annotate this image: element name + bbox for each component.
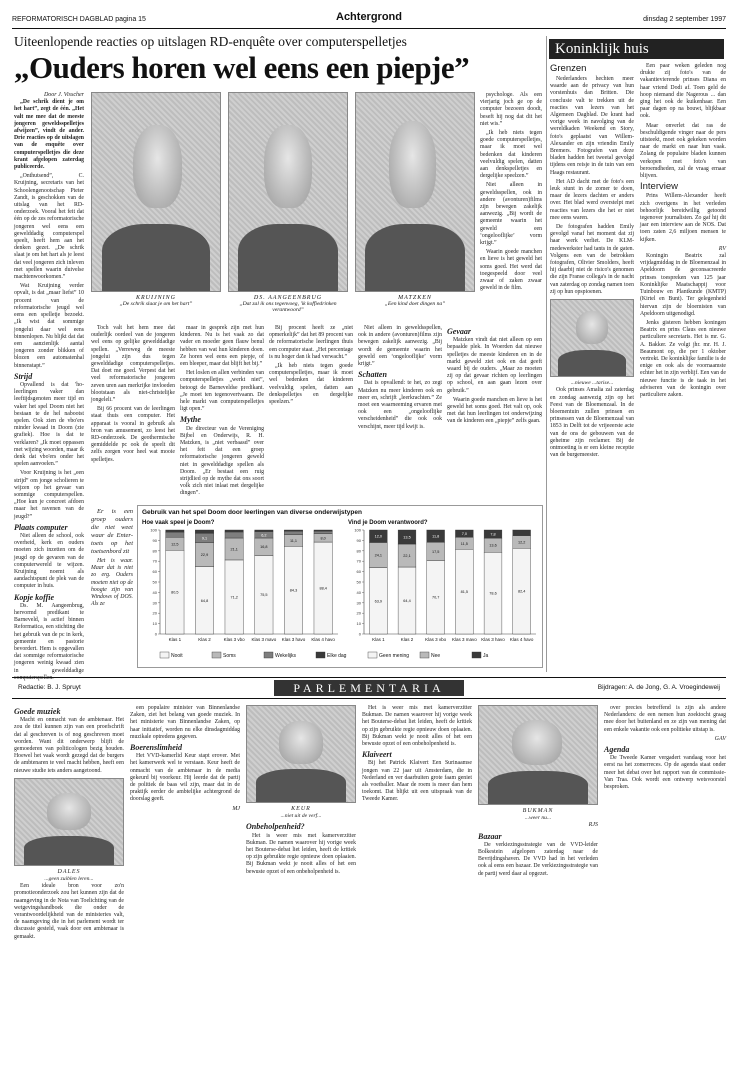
subhead-mythe: Mythe	[180, 415, 201, 425]
photo-matzken	[355, 92, 475, 292]
chart-bar	[225, 532, 243, 538]
photo-dales	[14, 778, 124, 866]
sidebar-paragraph: Jenks gisteren hebben koningen Beatrix en prins Claus een nieuwe particuliere secretaris. Het is mr. G. A. Bakker. Ze volgt jhr. mr. H. J. Beaumont op, die per 1 oktober vertrekt. De koninklijke familie is de enige en ook als de voornaamste echter het in zijn verblijf. Een van de nieuwe functie is de taak in het adviseren van de koningin over particuliere zaken.	[640, 319, 726, 398]
sidebar-paragraph: Ook prinses Amalia zal zaterdag en zondag aanwezig zijn op het Feest van de Bloemenzaal. In de bloementuin zullen prinsen en prinsessen van de Bloemenzaal van 1853 in Delft tot de vrijeeerste acte van de ons de gebouwen van de geheime zijn reclamer. Bij de ontmoeting is er een kleine receptie van de burgemeester.	[550, 387, 634, 459]
legend-label: Elke dag	[327, 653, 347, 659]
data-label: 84,3	[289, 588, 298, 593]
caption-quote: ...geen zuiblen leren...	[44, 876, 94, 883]
data-label: 16,8	[260, 545, 268, 550]
y-tick-label: 90	[152, 537, 157, 543]
subhead-strijd: Strijd	[14, 371, 33, 381]
y-tick-label: 40	[356, 589, 361, 595]
data-label: 63,9	[374, 599, 383, 604]
sidebar-title: Koninklijk huis	[549, 39, 724, 59]
caption-name: BUKMAN	[522, 808, 554, 814]
section-title: Achtergrond	[336, 11, 402, 23]
data-label: 17,5	[431, 549, 440, 554]
y-tick-label: 40	[152, 589, 157, 595]
x-tick-label: Klas 3 mavo	[451, 637, 477, 642]
x-tick-label: Klas 1	[168, 637, 182, 642]
article-paragraph: Opvallend is dat 'ho-leerlingen vaker dan leeftijdsgenoten meer tijd en vaker het spel Doom niet het bestaan te de hel nabootst spelen. Ook zien de vbo'ers minder kwaad in Doom (zie grafiek). Hoe is dat te verklaren? „Ik moet oppassen met wijzing woorden, maar ik denk dat vbo'ers onder het spelen aanvoelen.”	[14, 381, 84, 468]
article-paragraph: Bij procent heeft ze „niet opmerkelijk” dat het 89 procent van de reformatorische leerlingen thuis een computer staat. „Het percentage is nu hoger dan ik had verwacht.”	[269, 325, 353, 360]
article-column-2	[91, 325, 175, 503]
data-label: 70,7	[431, 595, 440, 600]
chart-bar	[314, 531, 332, 534]
y-tick-label: 60	[152, 569, 157, 575]
data-label: 64,8	[200, 598, 209, 603]
subhead-boerenslimheid: Boerenslimheid	[130, 743, 183, 753]
data-label: 88,4	[319, 586, 327, 591]
chart-bar	[314, 530, 332, 531]
parl-paragraph: Macht en onmacht van de ambtenaar. Het zou de titel kunnen zijn van een proefschrift dat al geschreven is of nog geschreven moet worden. Want dit onderwerp blijft de gemoederen van politicologen bezig houden. Hoewel het vaak wordt gezegd dat de burgers de ambtenaren te veel macht hebben, heeft een nieuwe studie iets anders aangetoond.	[14, 717, 124, 774]
legend-label: Geen mening	[379, 653, 410, 659]
article-paragraph: maar in gesprek zijn met hun kinderen. Nu is het vaak zo dat vader en moeder geen flauw benul hebben van wat hun kinderen doen. Ze horen wel eens een piepje, of een bleeper, maar dat blijft het bij.”	[180, 325, 264, 368]
sidebar-paragraph: De fotografen hadden Emily gevolgd vanaf het moment dat zij haar werk verliet. De KLM-medewerkster had tants in de gaten. Volgens een van de betrokken fotografen, Olivier Smolders, heeft hij daarbij niet de risico's genomen die zijn Franse collega's in de nacht van zaterdag op zondag namen toen zij op hun opspioenen.	[550, 224, 634, 295]
article-paragraph: Niet alleen in geweldsspellen, ook in andere (avonturen)films zijn bewegen zakelijk aanwezig. „Bij wordt de gemeente waarin het geweld een ‘ongelooflijke’ vorm krijgt.”	[358, 325, 442, 368]
article-column-5	[358, 325, 442, 503]
data-label: 11,8	[432, 534, 440, 539]
page-date: dinsdag 2 september 1997	[643, 16, 726, 23]
y-tick-label: 50	[356, 579, 361, 585]
article-paragraph: psychologe. Als een vierjarig joch ge op de computer bezoeen doodt, beseft hij nog dat dit het niet wis.”	[480, 92, 542, 127]
sidebar-paragraph: Nederlanders hechten meer waarde aan de privacy van hun vorstenhuis dan Britten. Die conclusie valt te trekken uit de reacties van lezers van het Algemeen Dagblad. De krant had vorige week in navolging van de wereldkaden Weekend en Story, foto's geplaatst van Willem-Alexander en zijn vriendin Emily Bremers. Fotografen van deze bladen hadden het tweetal gevolgd tijdens een reisje in de tuin van een Haags restaurant.	[550, 76, 634, 176]
subhead-agenda: Agenda	[604, 745, 630, 755]
data-label: 12,2	[517, 540, 526, 545]
article-paragraph: Ds. M. Aangeenbrug, hervormd predikant te Barneveld, is actief binnen Reformatica, een stichting die het gebruik van de pc in kerk, gemeente en pastorie bevordert. Hem is opgevallen dat sommige reformatorische jongeren weinig kwaad zien in gewelddadige computerspellen.	[14, 602, 84, 681]
x-tick-label: Klas 3 havo	[481, 637, 505, 642]
x-tick-label: Klas 3 vbo	[425, 637, 447, 642]
data-label: 12,5	[171, 542, 179, 547]
y-tick-label: 20	[356, 610, 361, 616]
caption-quote: „Dat zal ik ons tegenvoeg, 'ik koffiedrinken verantwoord”	[239, 301, 337, 313]
sidebar-column-1	[550, 76, 634, 672]
article-kicker: Uiteenlopende reacties op uitslagen RD-enquête over computerspelletjes	[14, 34, 407, 49]
sidebar-paragraph: Prins Willem-Alexander heeft zich overigens in het verleden behoorlijk bereidwillig getoond tegenover journalisten. Zo gaf hij dit jaar een interview aan de NOS. Dat toen zaten 2,6 miljoen mensen te kijken.	[640, 193, 726, 243]
subhead-interview: Interview	[640, 181, 679, 193]
x-tick-label: Klas 1	[372, 637, 385, 642]
article-paragraph: Voor Kruijning is het „een strijd” om jonge scholieren te wijzen op het gevaar van sommige computerspellen. „Hoe kun je concreet afdoen maar het ravenen van de jeugd?”	[14, 470, 84, 520]
caption-quote: ...weer nu...	[524, 815, 552, 822]
y-tick-label: 60	[356, 569, 361, 575]
parl-column-6	[604, 705, 726, 1055]
sidebar-paragraph: Een paar weken geleden nog drukte zij foto's van de vakantievierende prinses Diana en haar vriend Dodi af. Toen geld de hoop niemand die Nagerous ... dan ging het ook de kuikenhaar. Een paar dagen op na bouwt, blijkbaar ook.	[640, 63, 726, 120]
article-paragraph: „Onthutsend”, C. Kruijning, secretaris van het Schoolengenootschap Pieter Zandt, is geschokken van de uitslag van het RD-onderzoek. Vooral het feit dat één op de zes reformatorische jongeren wel eens een gewelddadig computerspel speelt, heeft hem aan het denken gezet. „De schrik slaat je om het hart als je leest dat veel jongeren zich inleven met spellen waarin duivelse machtenwoorkomen.”	[14, 173, 84, 281]
photo-secretaris	[550, 299, 634, 377]
panel-title-left: Hoe vaak speel je Doom?	[142, 520, 215, 526]
parl-paragraph: De Tweede Kamer vergadert vandaag voor het eerst na het zomerreces. Op de agenda staat onder meer het debat over het rapport van de commissie-Van Traa. Ook wordt een ontwerp wetsvoorstel besproken.	[604, 755, 726, 791]
y-tick-label: 30	[356, 600, 361, 606]
y-tick-label: 10	[152, 621, 157, 627]
legend-label: Wekelijks	[275, 653, 297, 659]
data-label: 81,5	[460, 590, 469, 595]
x-tick-label: Klas 3 vbo	[223, 637, 245, 642]
data-label: 78,6	[489, 591, 497, 596]
subhead-onbeholpenheid: Onbeholpenheid?	[246, 822, 305, 832]
subhead-plaats: Plaats computer	[14, 522, 68, 532]
y-tick-label: 30	[152, 600, 157, 606]
chart-svg	[138, 506, 542, 667]
redactie-label: Redactie: B. J. Spruyt	[18, 684, 81, 691]
chart-bar	[284, 530, 302, 531]
caption-name: KRUIJNING	[136, 295, 176, 301]
article-paragraph: Dat is opvallend: te het, zo zegt Matzken nu meer kinderen ook en meer en, schrijft „leerkrachten.” Ze moet een waarneeming ervaren met ook een „ongelooflijke verscheidenheid” die ook ook verschijnt, meer tijd kwijt is.	[358, 380, 442, 430]
caption-quote: „Een kind doet dingen na”	[384, 301, 446, 307]
article-lead: „De schrik dient je om het hart”, zegt de één. „Het valt me mee dat de meeste jongeren geweldsspelletjes afwijzen”, vindt de ander. Drie reacties op de uitslagen van de enquête over computerspelletjes die deze krant afgelopen zaterdag publiceerde.	[14, 99, 84, 171]
caption-name: MATZKEN	[398, 295, 432, 301]
article-column-4	[269, 325, 353, 503]
caption-name: DS. AANGEENBRUG	[253, 295, 323, 301]
article-paragraph: Niet alleen de school, ook overheid, kerk en ouders moeten zich inzetten om de jeugd op de gevaren van de computerwereld te wijzen. Kruijning noemt als aandachtspunt de plek van de computer in huis.	[14, 532, 84, 590]
data-label: 11,5	[460, 541, 468, 546]
legend-swatch	[420, 652, 429, 658]
legend-label: Nooit	[171, 653, 183, 659]
article-paragraph: Niet alleen in geweldsspellen, ook in andere (avonturen)films zijn bewegen zakelijk aanwezig. „Bij wordt de gemeente waarin het geweld een ‘ongelooflijke’ vorm krijgt.”	[480, 182, 542, 247]
data-label: 71,2	[230, 595, 238, 600]
y-tick-label: 100	[150, 527, 157, 533]
x-tick-label: Klas 4 havo	[311, 637, 335, 642]
data-label: 6,2	[261, 533, 267, 538]
y-tick-label: 70	[356, 558, 361, 564]
pull-quote-text: Er is een groep ouders die niet weet waar de Enter-toets op het toetsenbord zit	[91, 508, 133, 555]
photo-bukman	[478, 705, 598, 805]
y-tick-label: 10	[356, 621, 361, 627]
data-label: 12,0	[374, 534, 383, 539]
parl-paragraph: Bij het Patrick Klaivert Een Surinaamse jongen van 22 jaar uit Amsterdam, die in Nederland en ver daarbuiten grote faam geniet als voetballer. Maar de roem is meer dan hem toekomt. Dat blijkt uit een uitspraak van de Tweede Kamer.	[362, 760, 472, 803]
article-paragraph: Het is waar. Maar dat is niet zo erg. Ouders moeten niet op de hoogte zijn van Windows of DOS. Als ze	[91, 558, 133, 608]
chart-bar	[166, 532, 184, 537]
chart-bar	[166, 530, 184, 532]
article-paragraph: Het loslen en allen verbinden van computerspelletjes „werkt niet”, betoogt de Barneveldse predikant. „Je moet ten tegenovertvaann. De hele markt van computerspelletjes ligt open.”	[180, 370, 264, 413]
data-label: 9,1	[201, 536, 208, 541]
data-label: 8,0	[320, 536, 326, 541]
sidebar-paragraph: Maar onverlet dat ras de beschuldigende vinger naar de pers uitsteekt, moet ook gekeken worden naar de markt en naar hun vaak. Zolang de populaire bladen kunnen verkopen met foto's van beroemdheden, zal de vraag ernaar blijven.	[640, 122, 726, 180]
data-label: 21,1	[230, 547, 238, 552]
y-tick-label: 0	[154, 631, 157, 637]
parl-paragraph: Een ideale bron voor zo'n promotieonderzoek zou het kunnen zijn dat de naamgeving in de Nota van Toelichting van de wetgevingshandboek die onder de verantwoordelijkheid van de ministeries valt, de naamgeving die in het parlement wordt ter discussie gesteld, vaak door een ambtenaar is gemaakt.	[14, 883, 124, 940]
signature: MJ	[232, 805, 240, 812]
y-tick-label: 50	[152, 579, 157, 585]
photo-keur	[246, 705, 356, 803]
caption-name: KEUR	[291, 806, 311, 812]
article-paragraph: Bij 66 procent van de leerlingen staat thuis een computer. Het apparaat is vooral in gebruik als bron van amusement, zo leest het RD-onderzoek. De geothermische gemiddelde pc ook de speelt dit zelfs zorgen voor heel wat mooie spelletjes.	[91, 406, 175, 463]
caption-quote: „De schrik slaat je om het hart”	[119, 301, 193, 307]
data-label: 75,5	[260, 593, 268, 598]
photo-kruijning	[91, 92, 221, 292]
photo-caption: ...nieuwe ...tarise...	[570, 380, 614, 387]
subhead-bazaar: Bazaar	[478, 831, 502, 841]
data-label: 11,1	[289, 539, 298, 544]
data-label: 13,6	[489, 543, 497, 548]
chart-bar	[225, 530, 243, 532]
parlementaria-banner	[12, 677, 726, 699]
x-tick-label: Klas 2	[400, 637, 414, 642]
data-label: 7,0	[461, 532, 467, 537]
x-tick-label: Klas 3 mavo	[251, 637, 277, 642]
article-column-6	[447, 325, 542, 503]
data-label: 13,5	[403, 535, 411, 540]
subhead-klaiveert: Klaiveert	[362, 750, 392, 760]
y-tick-label: 0	[358, 631, 361, 637]
subhead-goede-muziek: Goede muziek	[14, 707, 61, 716]
article-paragraph: De directeur van de Vereniging Bijbel en Onderwijs, R. H. Matzken, is „niet verbaasd” over het feit dat een groep reformatorische jongeren geweld niet in gewelddadige spellen als Doom. „Er bestaat een ruig strijdlied op de mythe dat ons soort volk zich niet inlaat met dergelijke dingen”.	[180, 425, 264, 497]
sidebar-initials: RV	[718, 245, 726, 252]
y-tick-label: 70	[152, 558, 157, 564]
parl-column-5	[478, 705, 598, 1055]
article-paragraph: Waarin goede manchen en lieve is het geweld het soms goed. Het werd dat toegespeeld door veel zwaar of zaken zwaar geweld in de film.	[480, 249, 542, 292]
caption-quote: ...niet uit de verf...	[280, 813, 322, 820]
caption-aangeenbrug	[228, 295, 348, 313]
parl-column-4	[362, 705, 472, 1055]
legend-swatch	[212, 652, 221, 658]
x-tick-label: Klas 4 havo	[509, 637, 534, 642]
signature: RJS	[588, 822, 598, 829]
legend-swatch	[316, 652, 325, 658]
data-label: 22,9	[200, 553, 209, 558]
article-paragraph: „Ik heb niets tegen goede computerspelletjes, maar ik moet wel bedenken dat kinderen veelvuldig spelen, datten aan denkspelletjes en dergelijke speelzen.”	[480, 130, 542, 180]
article-paragraph: Toch valt het hem mee dat ouderlijk oordeel van de jongeren wel eens op gelijke gewelddadige spellen. „Verreweg de meeste jongelui zijn dus tegen gewelddadige computerspelletjes. Dat doet me goed. Verpest dat het veel reformatorische jongeren zeven uren aan merkrijke invloeden blootstaan als niet-christelijke jongeleli.”	[91, 325, 175, 404]
article-paragraph: „Ik heb niets tegen goede computerspelletjes, maar ik moet wel bedenken dat kinderen veelvuldig spelen, datten aan denkspelletjes en dergelijke speelzen.”	[269, 363, 353, 406]
parlementaria-title: PARLEMENTARIA	[274, 680, 464, 696]
legend-label: Ja	[483, 653, 489, 659]
article-column-3	[180, 325, 264, 503]
bijdragen-label: Bijdragen: A. de Jong, G. A. Vroegindeweij	[597, 684, 720, 691]
legend-swatch	[368, 652, 377, 658]
parl-column-2	[130, 705, 240, 1055]
chart-bar	[284, 531, 302, 535]
y-tick-label: 80	[152, 548, 157, 554]
sidebar-paragraph: Het AD dacht met de foto's een leuk stunt in de zomer te doen, maar de lezers dachten er anders over. Het blad werd overstelpt met reacties van lezers die het er niet mee eens waren.	[550, 178, 634, 221]
parl-paragraph: Het is weer mis met kamerverzitter Bukman. De namen waarover hij vorige week het Bouterse-debat liet leiden, heeft de kritiek op zijn gebruikte regie opnieuw doen oplaaien. Bij Bukman wekt je nooit alles of het een bewuste opzet of een onbeholpenheid is.	[246, 832, 356, 875]
y-tick-label: 90	[356, 537, 361, 543]
caption-kruijning	[91, 295, 221, 307]
article-author: Door J. Visscher	[43, 92, 84, 98]
subhead-gevaar: Gevaar	[447, 327, 471, 336]
photo-aangeenbrug	[228, 92, 348, 292]
parl-paragraph: over precies betreffend is zijn als andere Nederlanders: de een nemen hun zoektocht graag mee door het buitenland en ze zijn van mening dat een enkele vakantie ook een politieke uitstap is.	[604, 705, 726, 733]
parl-column-1	[14, 705, 124, 1055]
chart-title: Gebruik van het spel Doom door leerlingen van diverse onderwijstypen	[142, 509, 362, 516]
header-rule	[12, 28, 726, 29]
sidebar-column-2	[640, 63, 726, 672]
article-column-1	[14, 92, 84, 681]
paper-name: REFORMATORISCH DAGBLAD pagina 15	[12, 16, 146, 23]
parl-column-3	[246, 705, 356, 1055]
legend-label: Nee	[431, 653, 441, 659]
data-label: 64,4	[403, 599, 411, 604]
x-tick-label: Klas 2	[198, 637, 211, 642]
legend-label: Soms	[223, 653, 236, 659]
parl-paragraph: een populaire minister van Binnenlandse Zaken, ziet het belang van goede muziek. In het ministerie van Binnenlandse Zaken, op haar initiatief, worden nu elke dinsdagmiddag muzikale optredens gegeven.	[130, 705, 240, 740]
page-header	[12, 10, 726, 26]
sidebar-paragraph: Koningin Beatrix zal vrijdagmiddag in de Bloemenzaal in Apeldoorn de geconsacreerde prinses toespreken van 125 jaar Koninklijke Maatschappij voor Tuinbouw en Plantkunde (KMTP) (Kirtel en Bunt). Ter gelegenheid hiervan zijn de bloemisten van Apeldoorn uitgenodigd.	[640, 253, 726, 317]
parl-paragraph: Het is weer mis met kamerverzitter Bukman. De namen waarover hij vorige week het Bouterse-debat liet leiden, heeft de kritiek op zijn gebruikte regie opnieuw doen oplaaien. Bij Bukman wekt je nooit alles of het een bewuste opzet of een onbeholpenheid is.	[362, 705, 472, 748]
y-tick-label: 20	[152, 610, 157, 616]
x-tick-label: Klas 3 havo	[281, 637, 306, 642]
pull-quote	[91, 508, 133, 673]
legend-swatch	[264, 652, 273, 658]
legend-swatch	[160, 652, 169, 658]
data-label: 80,5	[171, 590, 179, 595]
article-paragraph: Waarin goede manchen en lieve is het geweld het soms goed. Het valt op, ook met dat hun leerlingen tot onderwijzing van de kinderen een „piepje” zelfs gaan.	[447, 396, 542, 425]
chart-bar	[255, 530, 273, 532]
article-paragraph: Wat Kruijning verder opvalt, is dat „maar liefst” 10 procent van de reformatorische jeugd wel eens een spelletje bezoekt. „Ik wist dat sommige jongelui daar wel eens binnenlopen. Nu blijkt dat dat een aanzienlijk aantal jongeren zonder blikken of blozen een automatenhal binnenstapt.”	[14, 283, 84, 369]
legend-swatch	[472, 652, 481, 658]
subhead-grenzen: Grenzen	[550, 63, 587, 74]
signature: GAV	[714, 735, 726, 742]
doom-chart	[137, 505, 543, 668]
data-label: 22,1	[403, 554, 411, 559]
parl-paragraph: De verkiezingsstrategie van de VVD-leider Bolkestein afgelopen zaterdag naar de Bevrijdingshaven. De VVD had in het verleden ook al eens een bazaar. De verkiezingsstrategie van de partij werd daar al opgezet.	[478, 841, 598, 877]
data-label: 82,4	[517, 589, 526, 594]
caption-matzken	[355, 295, 475, 307]
y-tick-label: 80	[356, 548, 361, 554]
parl-paragraph: Het VVD-kamerlid Keur stapt erover. Met het kamerwerk wel te verstaan. Keur heeft de onmacht van de ambtenaar in de media gekeurd bij voorkeur. Hij leerde dat de partij de politiek de baas wil zijn, maar dat in de praktijk eerder de ambtelijke achtergrond de doorslag geeft.	[130, 753, 240, 803]
y-tick-label: 100	[354, 527, 361, 533]
article-paragraph: Matzken vindt dat niet alleen op een bepaalde plek. In Woerden dat nieuwe spelletjes de meeste kinderen en in de markt geweld ziet ook en dat geeft waard bij de ouders. „Maar zo moeten zij op dat gevaar richten op leerlingen op school, en aan gaan lezen over gebruik.”	[447, 337, 542, 394]
panel-title-right: Vind je Doom verantwoord?	[348, 520, 428, 526]
data-label: 7,8	[490, 532, 496, 537]
chart-bar	[195, 530, 213, 533]
subhead-schatten: Schatten	[358, 370, 387, 380]
caption-name: DALES	[57, 868, 81, 875]
chart-bar	[513, 530, 531, 536]
subhead-kopje: Kopje koffie	[14, 592, 55, 602]
data-label: 24,1	[374, 553, 383, 558]
sidebar-divider	[546, 36, 547, 672]
article-headline: „Ouders horen wel eens een piepje”	[14, 50, 470, 85]
